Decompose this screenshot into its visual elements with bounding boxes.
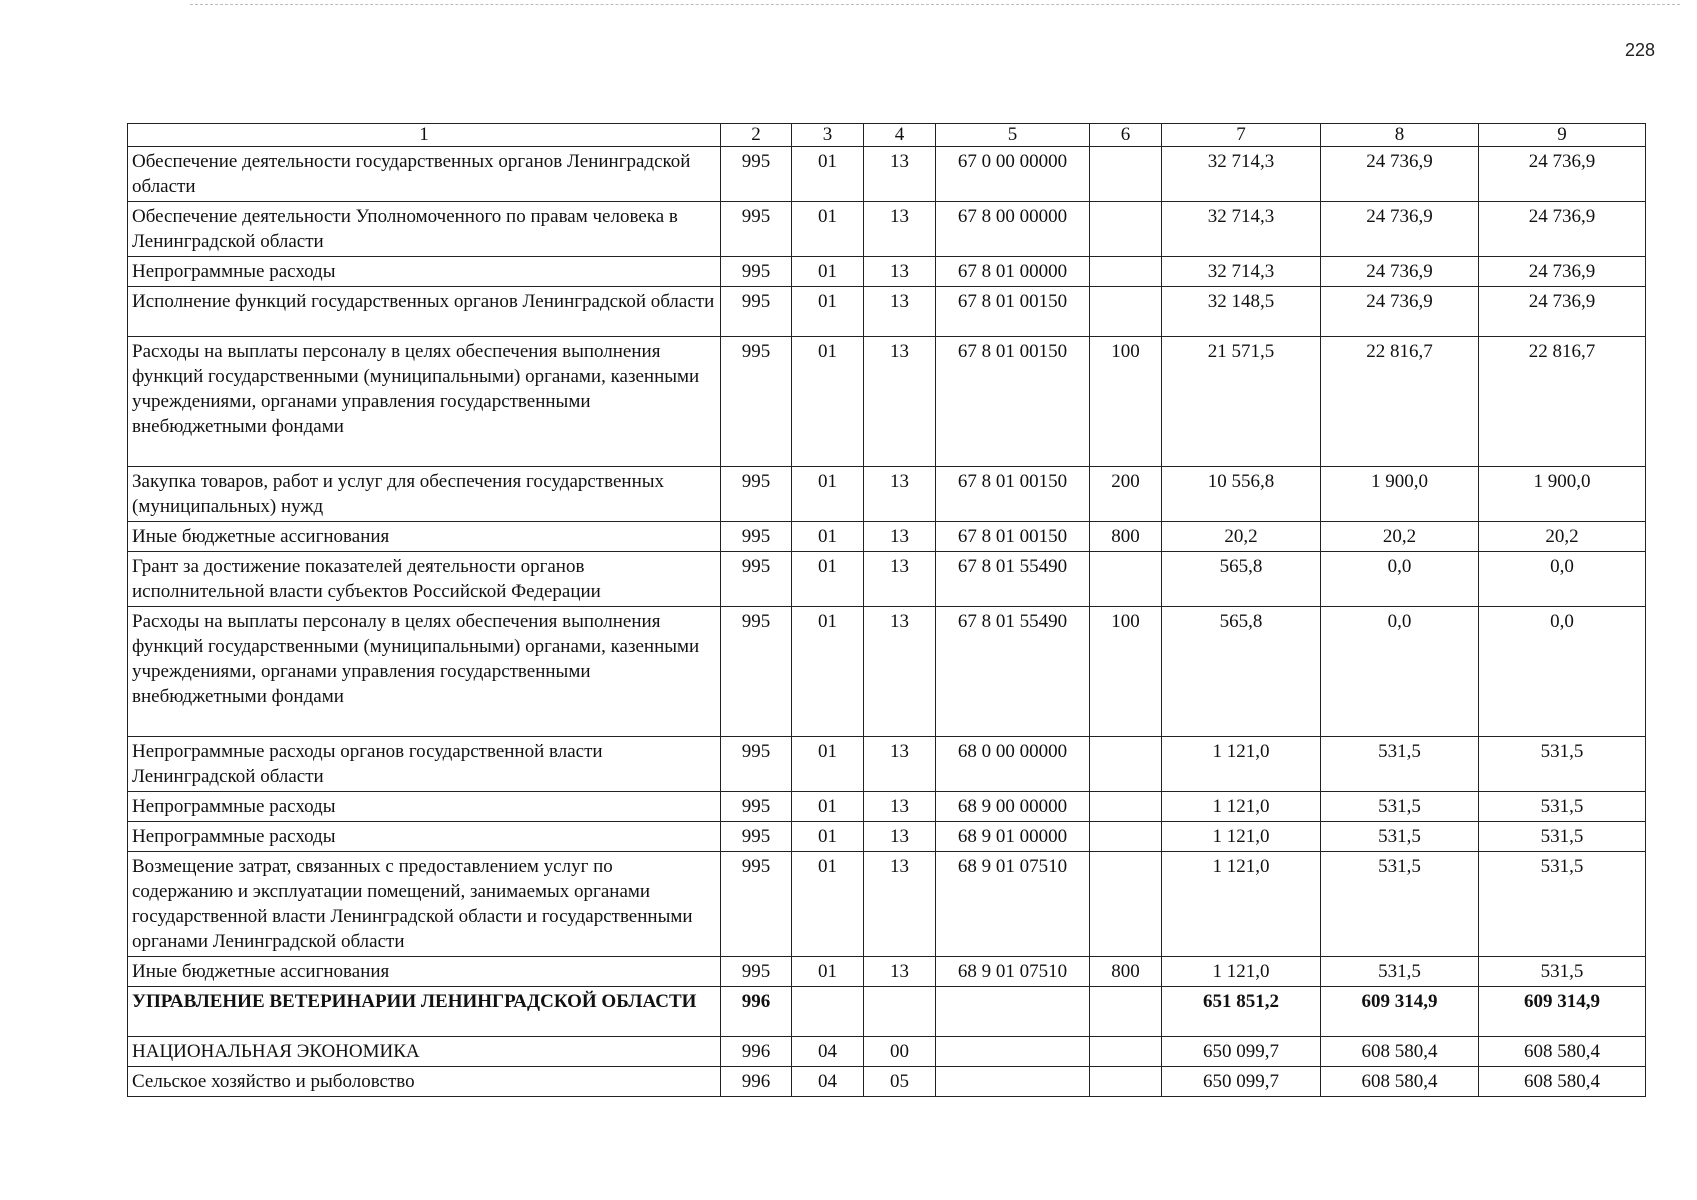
row-code-2: 995	[721, 792, 792, 822]
row-value-9: 531,5	[1479, 852, 1646, 957]
row-code-3: 01	[792, 852, 864, 957]
row-value-7: 1 121,0	[1162, 957, 1321, 987]
row-code-3: 01	[792, 792, 864, 822]
row-value-7: 1 121,0	[1162, 852, 1321, 957]
row-code-2: 996	[721, 987, 792, 1037]
header-col-6: 6	[1090, 124, 1162, 147]
row-code-3: 01	[792, 287, 864, 337]
table-row	[128, 792, 1646, 822]
row-value-7: 32 714,3	[1162, 147, 1321, 202]
row-code-5: 67 8 01 00150	[936, 287, 1090, 337]
row-value-8: 609 314,9	[1321, 987, 1479, 1037]
row-code-4: 13	[864, 337, 936, 467]
row-code-4: 13	[864, 467, 936, 522]
table-row	[128, 852, 1646, 957]
row-code-5: 67 8 01 55490	[936, 607, 1090, 737]
row-value-8: 24 736,9	[1321, 202, 1479, 257]
row-code-6: 100	[1090, 337, 1162, 467]
row-code-5: 67 8 01 00000	[936, 257, 1090, 287]
row-value-7: 20,2	[1162, 522, 1321, 552]
row-code-6	[1090, 257, 1162, 287]
row-name: Обеспечение деятельности государственных органов Ленинградской области	[128, 147, 721, 202]
table-row	[128, 987, 1646, 1037]
row-code-2: 995	[721, 257, 792, 287]
table-row	[128, 957, 1646, 987]
row-name: Расходы на выплаты персоналу в целях обеспечения выполнения функций государственными (муниципальными) органами, казенными учреждениями, органами управления государственными внебюджетными фондами	[128, 337, 721, 467]
row-code-2: 995	[721, 202, 792, 257]
row-code-5: 67 8 00 00000	[936, 202, 1090, 257]
budget-table	[127, 123, 1646, 1097]
row-value-8: 1 900,0	[1321, 467, 1479, 522]
table-body	[128, 147, 1646, 1097]
table-row	[128, 737, 1646, 792]
row-code-5: 67 8 01 00150	[936, 522, 1090, 552]
row-name: Непрограммные расходы органов государственной власти Ленинградской области	[128, 737, 721, 792]
row-name: НАЦИОНАЛЬНАЯ ЭКОНОМИКА	[128, 1037, 721, 1067]
table-row	[128, 257, 1646, 287]
row-code-6: 100	[1090, 607, 1162, 737]
row-code-3: 04	[792, 1037, 864, 1067]
row-code-4: 05	[864, 1067, 936, 1097]
row-value-9: 608 580,4	[1479, 1067, 1646, 1097]
row-value-8: 24 736,9	[1321, 287, 1479, 337]
page-number: 228	[1624, 40, 1655, 60]
row-code-6	[1090, 287, 1162, 337]
row-value-8: 531,5	[1321, 792, 1479, 822]
row-code-4: 13	[864, 792, 936, 822]
row-code-6	[1090, 792, 1162, 822]
row-code-6	[1090, 822, 1162, 852]
row-code-3: 01	[792, 467, 864, 522]
row-value-8: 531,5	[1321, 737, 1479, 792]
row-value-9: 0,0	[1479, 607, 1646, 737]
row-value-7: 565,8	[1162, 607, 1321, 737]
row-value-9: 20,2	[1479, 522, 1646, 552]
row-code-2: 995	[721, 822, 792, 852]
row-code-4: 13	[864, 957, 936, 987]
row-value-9: 531,5	[1479, 822, 1646, 852]
header-col-3: 3	[792, 124, 864, 147]
table-row	[128, 147, 1646, 202]
row-code-3: 01	[792, 522, 864, 552]
header-row	[128, 124, 1646, 147]
header-col-5: 5	[936, 124, 1090, 147]
row-code-3: 01	[792, 257, 864, 287]
row-value-7: 21 571,5	[1162, 337, 1321, 467]
table-row	[128, 1037, 1646, 1067]
row-name: Непрограммные расходы	[128, 792, 721, 822]
row-code-6	[1090, 1067, 1162, 1097]
row-value-8: 531,5	[1321, 957, 1479, 987]
row-name: Непрограммные расходы	[128, 822, 721, 852]
row-value-9: 531,5	[1479, 737, 1646, 792]
row-value-9: 24 736,9	[1479, 202, 1646, 257]
row-code-4: 13	[864, 552, 936, 607]
row-code-4: 13	[864, 852, 936, 957]
row-code-5	[936, 1067, 1090, 1097]
table-row	[128, 822, 1646, 852]
row-code-5: 68 9 01 07510	[936, 957, 1090, 987]
row-value-7: 651 851,2	[1162, 987, 1321, 1037]
row-code-6: 800	[1090, 522, 1162, 552]
row-value-7: 1 121,0	[1162, 737, 1321, 792]
row-value-8: 22 816,7	[1321, 337, 1479, 467]
row-name: Обеспечение деятельности Уполномоченного по правам человека в Ленинградской области	[128, 202, 721, 257]
row-code-4: 13	[864, 147, 936, 202]
row-name: Иные бюджетные ассигнования	[128, 957, 721, 987]
header-col-1: 1	[128, 124, 721, 147]
row-value-9: 24 736,9	[1479, 147, 1646, 202]
row-code-2: 995	[721, 287, 792, 337]
table-row	[128, 552, 1646, 607]
row-code-4: 13	[864, 202, 936, 257]
row-code-5	[936, 987, 1090, 1037]
row-name: Сельское хозяйство и рыболовство	[128, 1067, 721, 1097]
row-code-2: 995	[721, 147, 792, 202]
row-code-3: 01	[792, 147, 864, 202]
row-value-7: 32 714,3	[1162, 202, 1321, 257]
row-code-6	[1090, 202, 1162, 257]
table-row	[128, 1067, 1646, 1097]
row-code-3: 01	[792, 957, 864, 987]
row-value-7: 32 148,5	[1162, 287, 1321, 337]
row-code-3	[792, 987, 864, 1037]
row-code-6	[1090, 852, 1162, 957]
row-code-4: 13	[864, 287, 936, 337]
page-top-edge	[190, 4, 1680, 5]
row-value-8: 20,2	[1321, 522, 1479, 552]
row-value-7: 32 714,3	[1162, 257, 1321, 287]
row-name: Непрограммные расходы	[128, 257, 721, 287]
row-code-6	[1090, 987, 1162, 1037]
row-value-7: 650 099,7	[1162, 1037, 1321, 1067]
row-code-2: 996	[721, 1067, 792, 1097]
row-code-3: 01	[792, 607, 864, 737]
row-code-4: 13	[864, 737, 936, 792]
row-value-8: 24 736,9	[1321, 257, 1479, 287]
row-name: Закупка товаров, работ и услуг для обеспечения государственных (муниципальных) нужд	[128, 467, 721, 522]
row-code-6	[1090, 737, 1162, 792]
header-col-2: 2	[721, 124, 792, 147]
row-code-4: 13	[864, 257, 936, 287]
row-value-8: 531,5	[1321, 852, 1479, 957]
row-value-9: 24 736,9	[1479, 287, 1646, 337]
row-value-9: 608 580,4	[1479, 1037, 1646, 1067]
row-code-2: 996	[721, 1037, 792, 1067]
row-code-2: 995	[721, 737, 792, 792]
header-col-4: 4	[864, 124, 936, 147]
row-code-3: 01	[792, 337, 864, 467]
row-value-9: 1 900,0	[1479, 467, 1646, 522]
row-code-3: 04	[792, 1067, 864, 1097]
row-code-4: 13	[864, 822, 936, 852]
row-value-8: 0,0	[1321, 607, 1479, 737]
row-code-5: 67 0 00 00000	[936, 147, 1090, 202]
row-code-4: 13	[864, 607, 936, 737]
header-col-7: 7	[1162, 124, 1321, 147]
row-code-2: 995	[721, 607, 792, 737]
row-code-4: 00	[864, 1037, 936, 1067]
row-code-4	[864, 987, 936, 1037]
row-code-3: 01	[792, 822, 864, 852]
row-code-5: 68 9 00 00000	[936, 792, 1090, 822]
header-col-8: 8	[1321, 124, 1479, 147]
table-row	[128, 202, 1646, 257]
row-name: Иные бюджетные ассигнования	[128, 522, 721, 552]
row-value-7: 1 121,0	[1162, 792, 1321, 822]
row-value-8: 608 580,4	[1321, 1067, 1479, 1097]
row-code-2: 995	[721, 337, 792, 467]
header-col-9: 9	[1479, 124, 1646, 147]
table-row	[128, 337, 1646, 467]
row-value-9: 0,0	[1479, 552, 1646, 607]
row-name: Возмещение затрат, связанных с предоставлением услуг по содержанию и эксплуатации помещений, занимаемых органами государственной власти Ленинградской области и государственными органами Ленинградской области	[128, 852, 721, 957]
row-code-5	[936, 1037, 1090, 1067]
row-value-7: 10 556,8	[1162, 467, 1321, 522]
row-code-2: 995	[721, 522, 792, 552]
row-value-9: 531,5	[1479, 792, 1646, 822]
row-code-2: 995	[721, 852, 792, 957]
row-name: УПРАВЛЕНИЕ ВЕТЕРИНАРИИ ЛЕНИНГРАДСКОЙ ОБЛАСТИ	[128, 987, 721, 1037]
row-value-8: 24 736,9	[1321, 147, 1479, 202]
table-row	[128, 467, 1646, 522]
row-code-5: 68 9 01 00000	[936, 822, 1090, 852]
row-code-3: 01	[792, 737, 864, 792]
row-code-5: 67 8 01 00150	[936, 467, 1090, 522]
row-value-9: 22 816,7	[1479, 337, 1646, 467]
row-code-2: 995	[721, 957, 792, 987]
row-name: Исполнение функций государственных органов Ленинградской области	[128, 287, 721, 337]
table-row	[128, 287, 1646, 337]
row-value-8: 531,5	[1321, 822, 1479, 852]
row-value-7: 1 121,0	[1162, 822, 1321, 852]
row-value-8: 0,0	[1321, 552, 1479, 607]
table-row	[128, 607, 1646, 737]
row-code-2: 995	[721, 552, 792, 607]
row-code-6: 800	[1090, 957, 1162, 987]
row-value-7: 565,8	[1162, 552, 1321, 607]
row-code-5: 67 8 01 00150	[936, 337, 1090, 467]
row-code-3: 01	[792, 202, 864, 257]
row-value-9: 24 736,9	[1479, 257, 1646, 287]
row-code-5: 68 9 01 07510	[936, 852, 1090, 957]
row-value-8: 608 580,4	[1321, 1037, 1479, 1067]
row-code-3: 01	[792, 552, 864, 607]
row-value-7: 650 099,7	[1162, 1067, 1321, 1097]
row-value-9: 531,5	[1479, 957, 1646, 987]
row-code-6: 200	[1090, 467, 1162, 522]
row-code-6	[1090, 552, 1162, 607]
row-value-9: 609 314,9	[1479, 987, 1646, 1037]
row-code-4: 13	[864, 522, 936, 552]
row-name: Грант за достижение показателей деятельности органов исполнительной власти субъектов Российской Федерации	[128, 552, 721, 607]
row-code-5: 67 8 01 55490	[936, 552, 1090, 607]
row-code-5: 68 0 00 00000	[936, 737, 1090, 792]
row-code-6	[1090, 1037, 1162, 1067]
table-row	[128, 522, 1646, 552]
row-name: Расходы на выплаты персоналу в целях обеспечения выполнения функций государственными (муниципальными) органами, казенными учреждениями, органами управления государственными внебюджетными фондами	[128, 607, 721, 737]
row-code-2: 995	[721, 467, 792, 522]
row-code-6	[1090, 147, 1162, 202]
